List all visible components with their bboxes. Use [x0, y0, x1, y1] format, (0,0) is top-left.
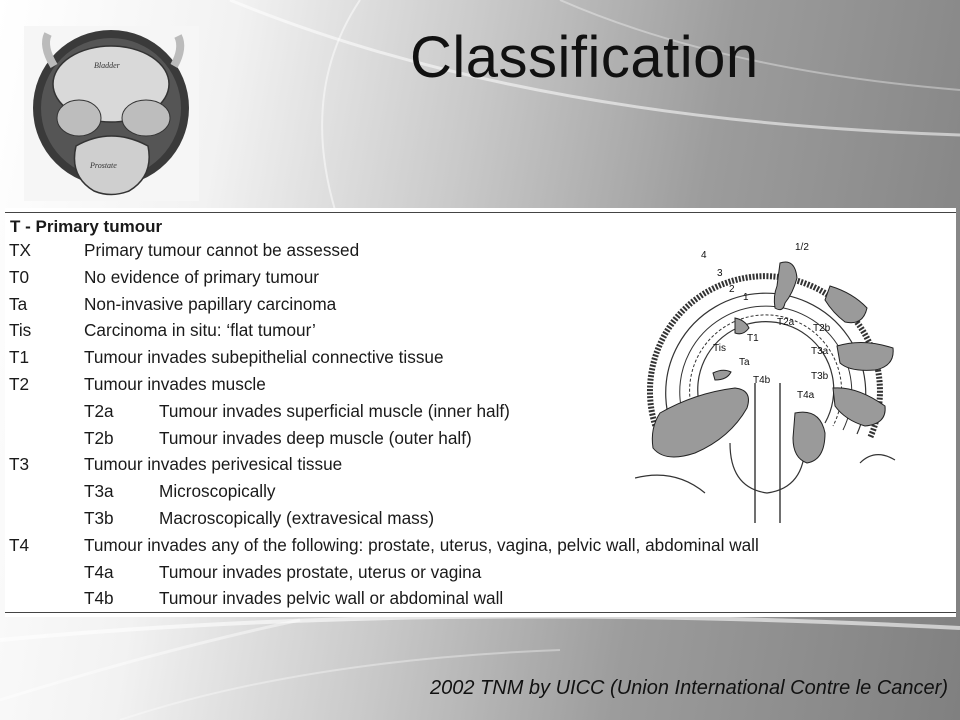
stage-description: Tumour invades superficial muscle (inner half)	[159, 400, 510, 421]
illustration-label-bladder: Bladder	[94, 61, 120, 70]
stage-code: T4a	[84, 561, 114, 582]
diagram-label-layer-2: 2	[729, 284, 735, 295]
stage-code: T2b	[84, 427, 114, 448]
stage-code: T4	[9, 534, 30, 555]
stage-description: Tumour invades pelvic wall or abdominal wall	[159, 588, 504, 609]
diagram-label-ta: Ta	[739, 357, 750, 368]
stage-code: T2a	[84, 400, 114, 421]
stage-code: T2	[9, 374, 30, 394]
diagram-label-t2b: T2b	[813, 323, 831, 334]
stage-description: Tumour invades subepithelial connective tissue	[84, 347, 444, 368]
stage-code: T0	[9, 266, 30, 287]
stage-code: T3a	[84, 481, 114, 502]
diagram-label-layer-3: 3	[717, 268, 723, 279]
stage-description: Carcinoma in situ: ‘flat tumour’	[84, 320, 316, 341]
stage-code: T4b	[84, 588, 114, 609]
diagram-label-layer-1: 1	[743, 292, 749, 303]
stage-description: Macroscopically (extravesical mass)	[159, 508, 435, 528]
stage-description: Tumour invades prostate, uterus or vagina	[159, 561, 482, 582]
stage-code: TX	[9, 240, 31, 260]
diagram-label-tis: Tis	[713, 343, 726, 354]
tnm-table-panel	[5, 208, 956, 617]
stage-description: Tumour invades deep muscle (outer half)	[159, 427, 472, 448]
stage-code: T3b	[84, 508, 114, 528]
bladder-wall-staging-diagram	[635, 238, 900, 528]
stage-description: Tumour invades any of the following: prostate, uterus, vagina, pelvic wall, abdominal wall	[84, 534, 759, 555]
stage-description: Tumour invades perivesical tissue	[84, 454, 343, 475]
slide-title: Classification	[410, 25, 759, 90]
stage-description: Microscopically	[159, 481, 276, 502]
diagram-label-layer-4: 4	[701, 250, 707, 261]
diagram-label-t4a: T4a	[797, 390, 815, 401]
diagram-label-t1: T1	[747, 333, 759, 344]
stage-code: T1	[9, 347, 30, 368]
illustration-label-prostate: Prostate	[90, 161, 117, 170]
stage-code: Ta	[9, 293, 28, 314]
diagram-label-layer-half: 1/2	[795, 242, 809, 253]
stage-description: Tumour invades muscle	[84, 374, 266, 394]
table-title: T - Primary tumour	[10, 217, 163, 236]
bladder-prostate-illustration	[24, 26, 199, 201]
stage-description: Primary tumour cannot be assessed	[84, 240, 360, 260]
stage-code: Tis	[9, 320, 32, 341]
diagram-label-t2a: T2a	[777, 317, 795, 328]
stage-description: No evidence of primary tumour	[84, 266, 319, 287]
table-bottom-rule	[5, 612, 956, 613]
citation: 2002 TNM by UICC (Union International Contre le Cancer)	[430, 677, 948, 699]
diagram-label-t3a: T3a	[811, 346, 829, 357]
stage-code: T3	[9, 454, 30, 475]
stage-description: Non-invasive papillary carcinoma	[84, 293, 337, 314]
diagram-label-t3b: T3b	[811, 371, 829, 382]
table-top-rule	[5, 212, 956, 213]
diagram-label-t4b: T4b	[753, 375, 771, 386]
